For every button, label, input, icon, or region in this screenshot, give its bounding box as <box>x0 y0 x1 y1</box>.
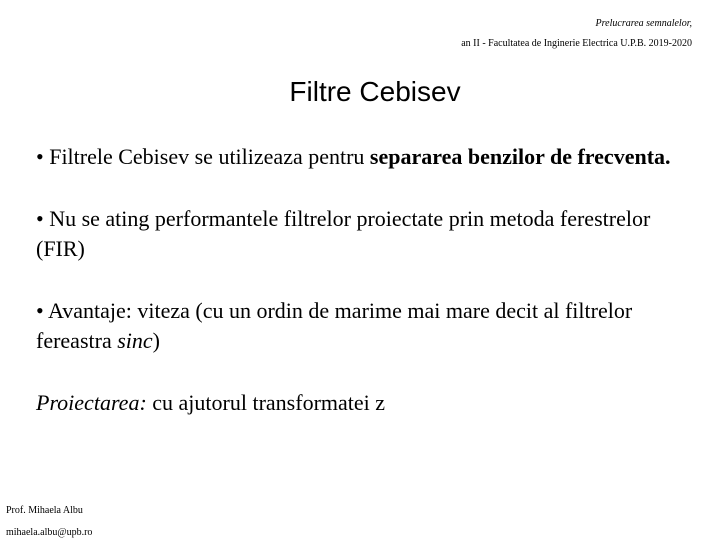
proiectarea-text: cu ajutorul transformatei z <box>146 390 386 415</box>
slide-footer <box>6 500 92 544</box>
bullet-1-text: • Filtrele Cebisev se utilizeaza pentru <box>36 144 370 169</box>
bullet-3-italic-text: sinc <box>117 328 153 353</box>
bullet-1-bold-text: separarea benzilor de frecventa. <box>369 144 671 169</box>
bullet-3-text: • Avantaje: viteza (cu un ordin de marime mai mare decit al filtrelor fereastra <box>36 298 633 353</box>
bullet-item-2 <box>36 204 696 264</box>
bullet-list <box>36 142 696 450</box>
bullet-2-text: • Nu se ating performantele filtrelor proiectate prin metoda ferestrelor (FIR) <box>36 206 651 261</box>
proiectarea-label: Proiectarea: <box>36 390 147 415</box>
author-email: mihaela.albu@upb.ro <box>6 527 93 538</box>
proiectarea-line <box>36 388 696 418</box>
bullet-3-suffix: ) <box>152 328 160 353</box>
bullet-item-3 <box>36 296 696 356</box>
bullet-item-1 <box>36 142 696 172</box>
course-info: an II - Facultatea de Inginerie Electrica U.P.B. 2019-2020 <box>461 38 692 49</box>
slide-title: Filtre Cebisev <box>289 76 461 107</box>
slide-header <box>461 14 692 54</box>
author-name: Prof. Mihaela Albu <box>6 505 83 516</box>
course-name: Prelucrarea semnalelor, <box>595 18 692 29</box>
